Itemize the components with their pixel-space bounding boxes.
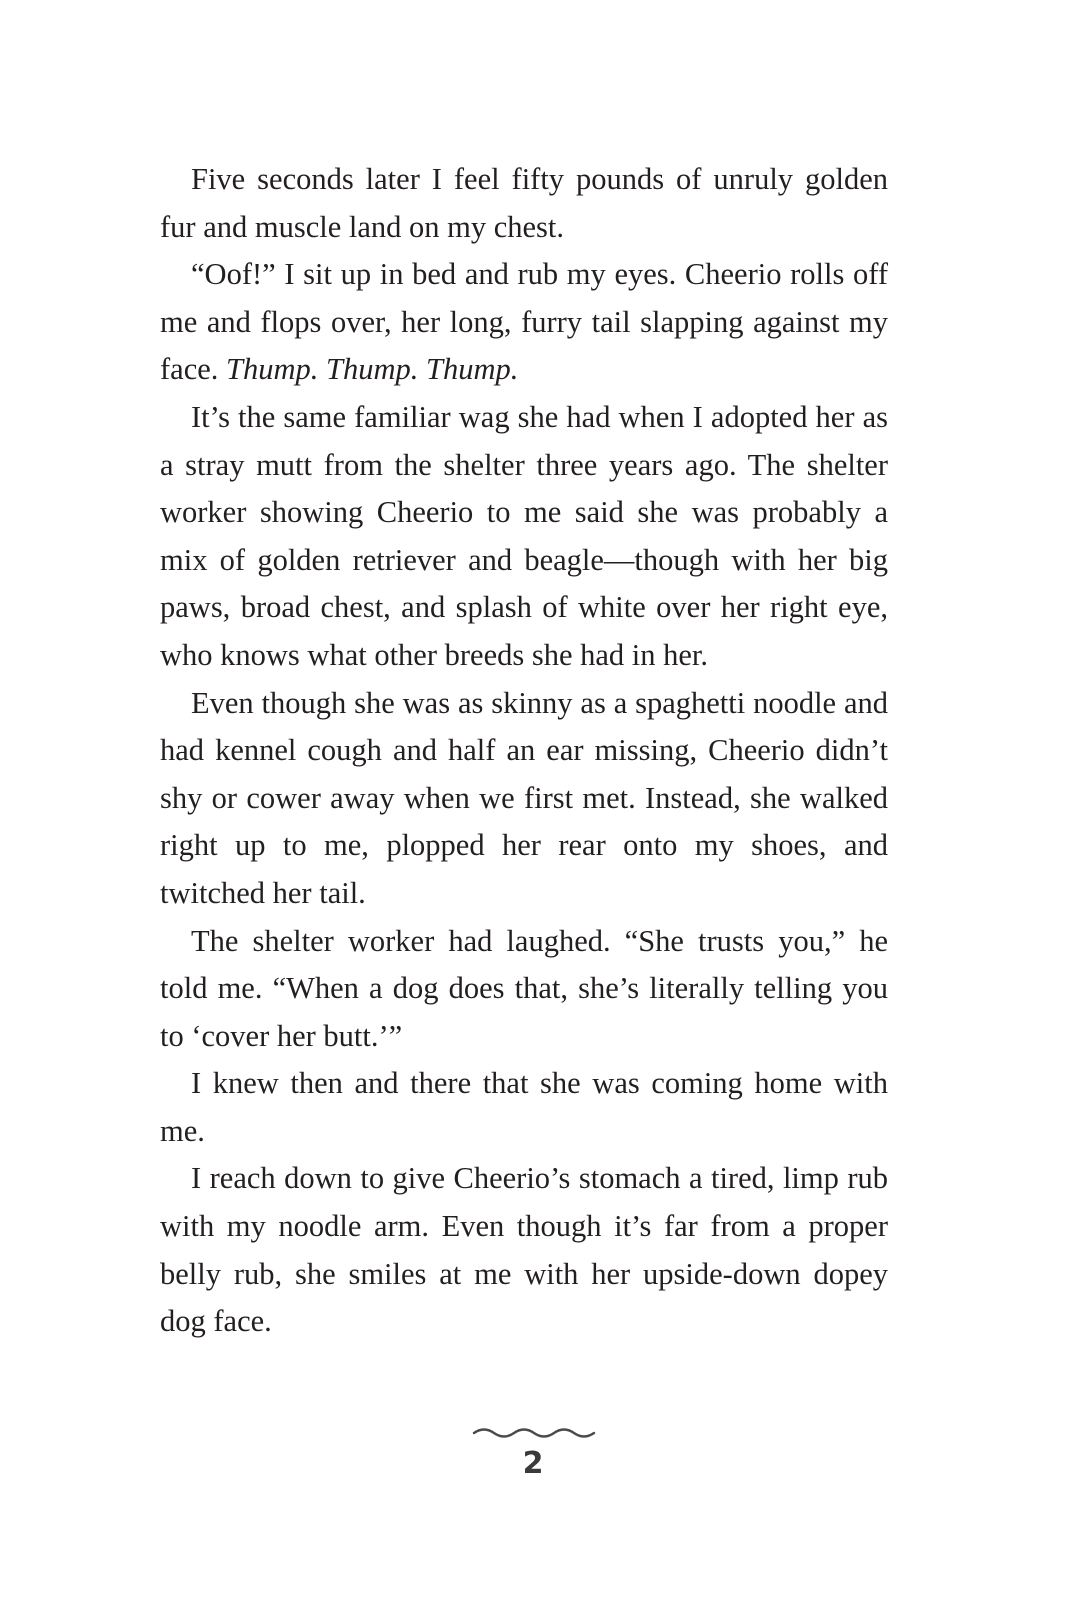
paragraph-3-text: It’s the same familiar wag she had when I adopted her as a stray mutt from the shelter three years ago. The shelter worker showing Cheerio to me said she was probably a mix of golden retriever and beagle—though with her big paws, broad chest, and splash of white over her right eye, who knows what other breeds she had in her. [160, 399, 888, 672]
paragraph-2-text: “Oof!” I sit up in bed and rub my eyes. Cheerio rolls off me and flops over, her long, furry tail slapping against my face. [160, 257, 888, 387]
paragraph-7-text: I reach down to give Cheerio’s stomach a tired, limp rub with my noodle arm. Even though it’s far from a proper belly rub, she smiles at me with her upside-down dopey dog face. [160, 1161, 888, 1339]
paragraph-1 [160, 156, 888, 251]
paragraph-4-text: Even though she was as skinny as a spaghetti noodle and had kennel cough and half an ear missing, Cheerio didn’t shy or cower away when we first met. Instead, she walked right up to me, plopped her rear onto my shoes, and twitched her tail. [160, 685, 888, 910]
page-number: 2 [522, 1446, 545, 1481]
wave-ornament-icon [472, 1424, 596, 1440]
body-text [160, 156, 888, 1346]
paragraph-2 [160, 251, 888, 394]
paragraph-7 [160, 1155, 888, 1345]
paragraph-3 [160, 394, 888, 680]
paragraph-6 [160, 1060, 888, 1155]
paragraph-1-text: Five seconds later I feel fifty pounds of unruly golden fur and muscle land on my chest. [160, 162, 888, 244]
paragraph-5 [160, 918, 888, 1061]
page-footer [0, 1424, 1067, 1481]
paragraph-4 [160, 680, 888, 918]
paragraph-6-text: I knew then and there that she was coming home with me. [160, 1066, 888, 1148]
paragraph-5-text: The shelter worker had laughed. “She trusts you,” he told me. “When a dog does that, she’s literally telling you to ‘cover her butt.’” [160, 923, 888, 1053]
paragraph-2-italic-text: Thump. Thump. Thump. [226, 352, 519, 387]
